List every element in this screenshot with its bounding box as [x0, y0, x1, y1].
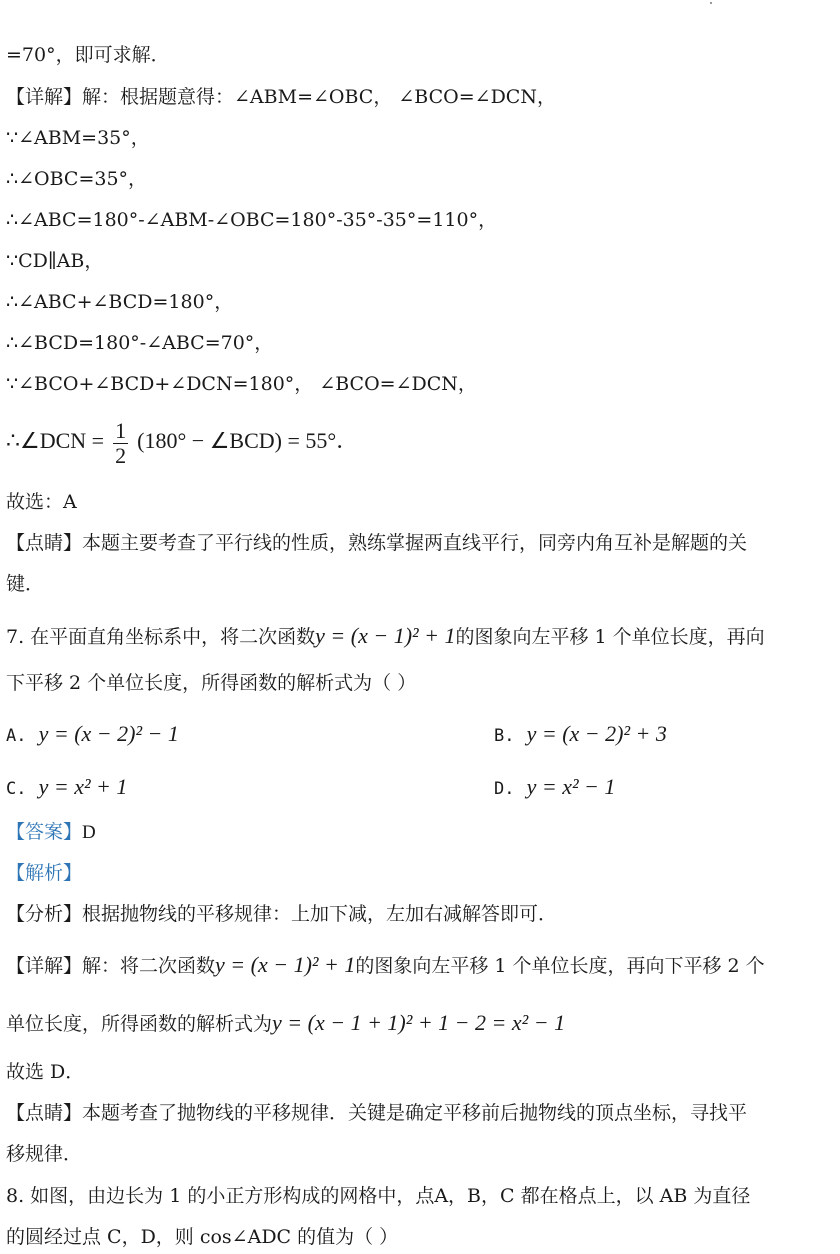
line-7: ∴∠ABC+∠BCD=180°，	[6, 291, 234, 313]
q7-stem-line1	[6, 621, 765, 652]
option-label: B.	[494, 726, 515, 746]
option-expr: y = x² − 1	[526, 774, 616, 799]
line-3: ∵∠ABM=35°，	[6, 127, 150, 149]
eq-lhs: ∴∠DCN =	[6, 428, 105, 453]
q7-fenxi: 【分析】根据抛物线的平移规律：上加下减，左加右减解答即可．	[6, 903, 558, 925]
line-10-equation	[6, 416, 358, 468]
line-12: 【点睛】本题主要考查了平行线的性质，熟练掌握两直线平行，同旁内角互补是解题的关	[6, 532, 748, 554]
line-8: ∴∠BCD=180°-∠ABC=70°，	[6, 332, 274, 354]
q7-answer-line	[6, 820, 96, 845]
detail2-math: y = (x − 1 + 1)² + 1 − 2 = x² − 1	[272, 1010, 566, 1035]
option-label: D.	[494, 779, 515, 799]
detail2-a: 单位长度，所得函数的解析式为	[6, 1013, 273, 1035]
q7-option-a	[6, 719, 179, 751]
fraction-denominator: 2	[115, 442, 127, 468]
line-2	[6, 85, 556, 109]
option-expr: y = (x − 2)² − 1	[38, 721, 179, 746]
q7-dianjing-2: 移规律．	[6, 1143, 83, 1165]
line-11: 故选：A	[6, 491, 77, 513]
option-label: A.	[6, 726, 27, 746]
line-1: =70°，即可求解．	[6, 44, 170, 66]
detail1-a: 【详解】解：将二次函数	[6, 955, 216, 977]
q7-dianjing-1: 【点睛】本题考查了抛物线的平移规律．关键是确定平移前后抛物线的顶点坐标，寻找平	[6, 1102, 748, 1124]
line-9: ∵∠BCO+∠BCD+∠DCN=180°， ∠BCO=∠DCN，	[6, 373, 477, 395]
q7-detail-line2	[6, 1008, 565, 1039]
fraction-numerator: 1	[115, 417, 127, 443]
q7-choose: 故选 D．	[6, 1061, 85, 1083]
q7-option-b	[494, 719, 667, 751]
answer-value: D	[82, 822, 96, 843]
eq-rhs: (180° − ∠BCD) = 55°．	[137, 428, 359, 453]
line-13: 键．	[6, 573, 45, 595]
q7-analysis-tag: 【解析】	[6, 862, 83, 884]
q7-option-d	[494, 772, 615, 804]
line-5: ∴∠ABC=180°-∠ABM-∠OBC=180°-35°-35°=110°，	[6, 209, 498, 231]
line-6: ∵CD∥AB，	[6, 250, 104, 272]
q7-stem-a: 7. 在平面直角坐标系中，将二次函数	[6, 626, 316, 648]
q7-stem-math: y = (x − 1)² + 1	[315, 623, 456, 648]
q8-stem-line1: 8. 如图，由边长为 1 的小正方形构成的网格中，点A，B，C 都在格点上，以 AB 为直径	[6, 1185, 751, 1207]
q7-option-c	[6, 772, 127, 804]
option-expr: y = x² + 1	[38, 774, 128, 799]
q8-stem-line2: 的圆经过点 C，D，则 cos∠ADC 的值为（ ）	[6, 1226, 399, 1248]
answer-tag: 【答案】	[6, 821, 83, 843]
fraction-half	[113, 419, 128, 468]
detail1-math: y = (x − 1)² + 1	[215, 952, 356, 977]
detail-text: 解：根据题意得：∠ABM=∠OBC， ∠BCO=∠DCN，	[82, 86, 556, 108]
q7-stem-b: 的图象向左平移 1 个单位长度，再向	[455, 626, 765, 648]
option-expr: y = (x − 2)² + 3	[526, 721, 667, 746]
q7-detail-line1	[6, 950, 765, 981]
line-4: ∴∠OBC=35°，	[6, 168, 148, 190]
detail1-b: 的图象向左平移 1 个单位长度，再向下平移 2 个	[355, 955, 765, 977]
q7-stem-line2: 下平移 2 个单位长度，所得函数的解析式为（ ）	[6, 672, 417, 694]
option-label: C.	[6, 779, 27, 799]
corner-dot	[710, 2, 712, 4]
detail-tag: 【详解】	[6, 86, 83, 108]
